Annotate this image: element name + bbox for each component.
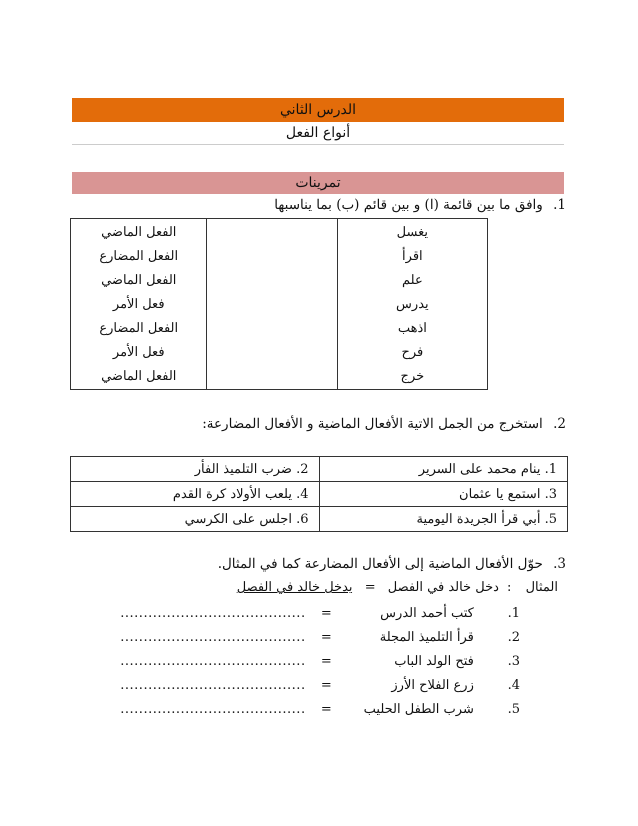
item-past-sentence: زرع الفلاح الأرز [391, 678, 474, 693]
sentences-table [70, 456, 568, 532]
list-item [100, 698, 520, 722]
list-a-column [337, 219, 487, 390]
matching-table [70, 218, 488, 390]
example-label: المثال [525, 580, 558, 595]
item-answer-blank[interactable]: ........................................ [120, 678, 306, 693]
question-1-text: وافق ما بين قائمة (ا) و بين قائم (ب) بما يناسبها [274, 197, 543, 213]
item-equals: = [320, 630, 332, 645]
list-b-item: الفعل الماضي [101, 273, 177, 288]
example-line [237, 576, 558, 600]
question-2-number: 2. [553, 416, 566, 432]
lesson-title-bar [72, 98, 564, 122]
item-equals: = [320, 606, 332, 621]
list-a-item: علم [401, 273, 423, 288]
sentence-cell: 2. ضرب التلميذ الفأر [71, 457, 320, 482]
item-number: 3. [507, 654, 520, 669]
table-row [71, 482, 568, 507]
list-b-column [71, 219, 207, 390]
list-b-item: فعل الأمر [112, 297, 165, 312]
sentence-cell: 6. اجلس على الكرسي [71, 507, 320, 532]
list-b-item: فعل الأمر [112, 345, 165, 360]
list-a-item: فرح [401, 345, 424, 360]
table-row [71, 507, 568, 532]
question-2 [202, 416, 566, 432]
question-1-number: 1. [553, 197, 566, 213]
sentence-cell: 3. استمع يا عثمان [319, 482, 568, 507]
list-a-item: اذهب [397, 321, 427, 336]
list-item [100, 602, 520, 626]
sentence-cell: 4. يلعب الأولاد كرة القدم [71, 482, 320, 507]
list-b-item: الفعل المضارع [99, 249, 179, 264]
example-past: دخل خالد في الفصل [387, 580, 499, 595]
sentence-cell: 5. أبي قرأ الجريدة اليومية [319, 507, 568, 532]
list-a-item: يغسل [396, 225, 429, 240]
item-number: 1. [507, 606, 520, 621]
list-a-item: خرج [400, 369, 425, 384]
example-present: يدخل خالد في الفصل [236, 580, 353, 595]
item-answer-blank[interactable]: ........................................ [120, 702, 306, 717]
exercises-title: تمرينات [295, 175, 341, 191]
question-3-number: 3. [553, 556, 566, 572]
question-2-text: استخرج من الجمل الاتية الأفعال الماضية و الأفعال المضارعة: [202, 416, 543, 432]
list-b-item: الفعل الماضي [101, 369, 177, 384]
item-equals: = [320, 654, 332, 669]
table-row [71, 457, 568, 482]
example-colon: : [507, 580, 512, 595]
item-number: 4. [507, 678, 520, 693]
item-equals: = [320, 702, 332, 717]
item-past-sentence: قرأ التلميذ المجلة [379, 630, 474, 645]
list-b-item: الفعل الماضي [101, 225, 177, 240]
list-item [100, 626, 520, 650]
question-3 [218, 556, 566, 572]
question-1 [274, 197, 566, 213]
matching-gap-column [207, 219, 337, 390]
item-number: 5. [507, 702, 520, 717]
item-past-sentence: شرب الطفل الحليب [363, 702, 474, 717]
list-a-item: يدرس [396, 297, 429, 312]
list-a-item: اقرأ [402, 249, 423, 264]
list-b-item: الفعل المضارع [99, 321, 179, 336]
example-equals: = [364, 580, 376, 595]
item-equals: = [320, 678, 332, 693]
lesson-title: الدرس الثاني [279, 102, 356, 118]
item-answer-blank[interactable]: ........................................ [120, 606, 306, 621]
sentence-cell: 1. ينام محمد على السرير [319, 457, 568, 482]
item-answer-blank[interactable]: ........................................ [120, 654, 306, 669]
item-past-sentence: فتح الولد الباب [394, 654, 474, 669]
list-item [100, 650, 520, 674]
list-item [100, 674, 520, 698]
question-3-text: حوّل الأفعال الماضية إلى الأفعال المضارعة كما في المثال. [217, 556, 543, 572]
lesson-subtitle: أنواع الفعل [72, 122, 564, 145]
exercises-title-bar [72, 172, 564, 194]
item-number: 2. [507, 630, 520, 645]
item-past-sentence: كتب أحمد الدرس [380, 606, 474, 621]
item-answer-blank[interactable]: ........................................ [120, 630, 306, 645]
